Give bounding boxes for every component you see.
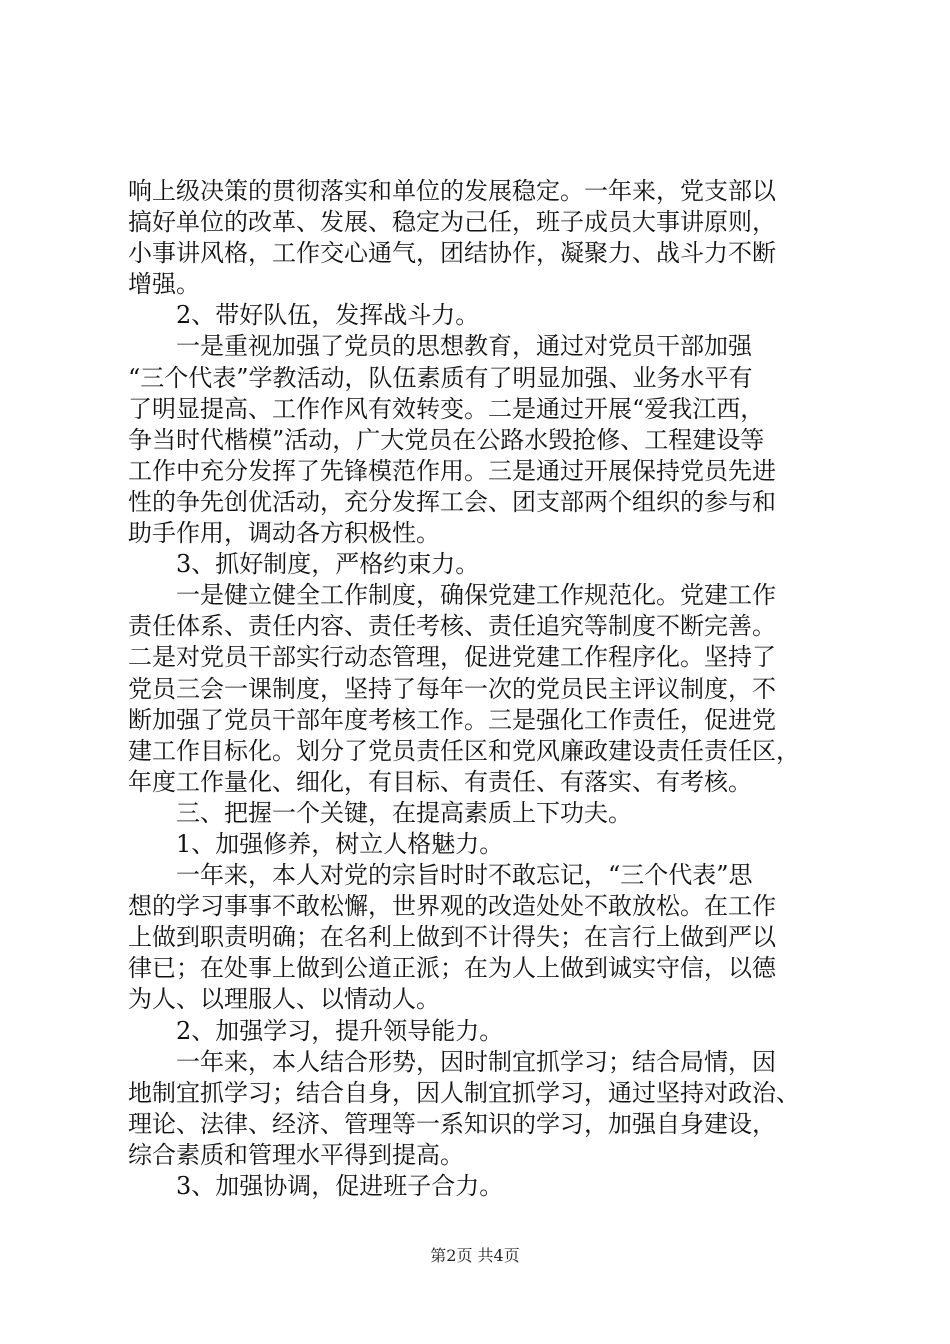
text-line: 一年来，本人对党的宗旨时时不敢忘记，“三个代表”思 [128, 861, 753, 890]
text-line: 为人、以理服人、以情动人。 [128, 985, 440, 1014]
text-line: 一是重视加强了党员的思想教育，通过对党员干部加强 [128, 332, 752, 361]
text-line: 响上级决策的贯彻落实和单位的发展稳定。一年来，党支部以 [128, 177, 776, 205]
text-line: 上做到职责明确；在名利上做到不计得失；在言行上做到严以 [128, 923, 776, 952]
text-line: 理论、法律、经济、管理等一系知识的学习，加强自身建设， [128, 1109, 776, 1138]
text-line: 了明显提高、工作作风有效转变。二是通过开展“爱我江西， [128, 394, 765, 423]
text-line: 工作中充分发挥了先锋模范作用。三是通过开展保持党员先进 [128, 456, 776, 485]
text-line: 性的争先创优活动，充分发挥工会、团支部两个组织的参与和 [128, 487, 776, 516]
text-line: 年度工作量化、细化，有目标、有责任、有落实、有考核。 [128, 767, 752, 796]
text-line: “三个代表”学教活动，队伍素质有了明显加强、业务水平有 [128, 363, 753, 392]
text-line: 综合素质和管理水平得到提高。 [128, 1140, 464, 1169]
text-line: 3、加强协调，促进班子合力。 [128, 1172, 504, 1200]
text-line: 一是健立健全工作制度，确保党建工作规范化。党建工作 [128, 581, 776, 610]
text-line: 责任体系、责任内容、责任考核、责任追究等制度不断完善。 [128, 612, 776, 641]
text-line: 三、把握一个关键，在提高素质上下功夫。 [128, 798, 632, 827]
text-line: 地制宜抓学习；结合自身，因人制宜抓学习，通过坚持对政治、 [128, 1078, 800, 1107]
text-line: 想的学习事事不敢松懈，世界观的改造处处不敢放松。在工作 [128, 892, 776, 921]
text-line: 2、加强学习，提升领导能力。 [128, 1016, 504, 1045]
text-line: 助手作用，调动各方积极性。 [128, 519, 440, 548]
text-line: 建工作目标化。划分了党员责任区和党风廉政建设责任责任区， [128, 736, 800, 765]
text-line: 断加强了党员干部年度考核工作。三是强化工作责任，促进党 [128, 705, 776, 734]
document-body [128, 176, 838, 1202]
page-footer: 第2页 共4页 [430, 1246, 520, 1265]
text-line: 争当时代楷模”活动，广大党员在公路水毁抢修、工程建设等 [128, 425, 765, 454]
text-line: 小事讲风格，工作交心通气，团结协作，凝聚力、战斗力不断 [128, 239, 776, 268]
text-line: 律已；在处事上做到公道正派；在为人上做到诚实守信，以德 [128, 954, 776, 983]
text-line: 搞好单位的改革、发展、稳定为己任，班子成员大事讲原则， [128, 208, 776, 237]
text-line: 2、带好队伍，发挥战斗力。 [128, 301, 480, 330]
text-line: 3、抓好制度，严格约束力。 [128, 550, 480, 579]
text-line: 党员三会一课制度，坚持了每年一次的党员民主评议制度，不 [128, 674, 776, 703]
text-line: 一年来，本人结合形势，因时制宜抓学习；结合局情，因 [128, 1047, 776, 1076]
text-line: 二是对党员干部实行动态管理，促进党建工作程序化。坚持了 [128, 643, 776, 672]
text-line: 1、加强修养，树立人格魅力。 [128, 829, 504, 858]
text-line: 增强。 [128, 270, 200, 299]
